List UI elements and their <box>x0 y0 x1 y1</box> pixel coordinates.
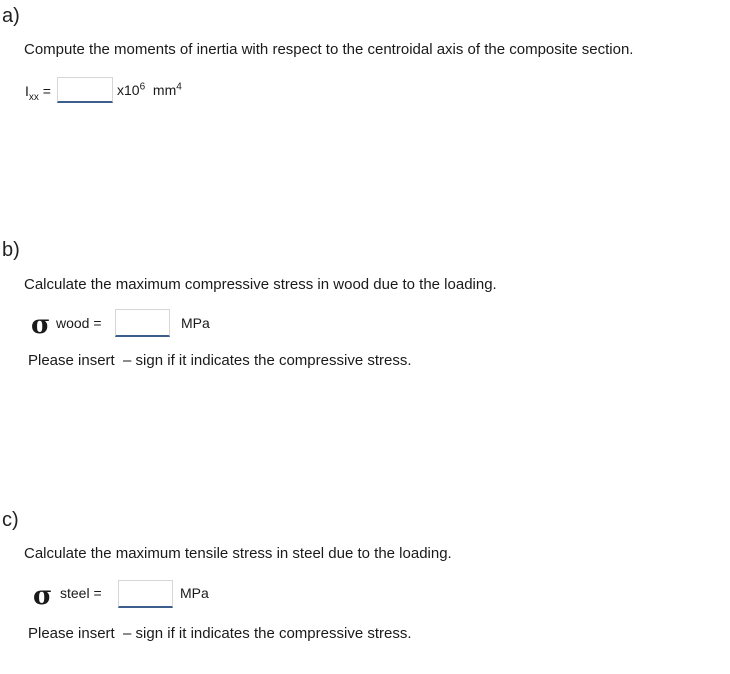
wood-unit: MPa <box>181 315 210 331</box>
ixx-unit-base: x10 <box>117 82 140 98</box>
wood-var-label: wood = <box>56 315 102 331</box>
sigma-wood-symbol: σ <box>31 310 51 340</box>
part-c-label: c) <box>2 509 19 531</box>
part-a-label: a) <box>2 5 20 27</box>
sigma-steel-symbol: σ <box>33 581 53 611</box>
ixx-unit-mm: mm <box>152 82 177 98</box>
ixx-subscript: xx <box>28 91 39 103</box>
ixx-main: I <box>25 83 29 99</box>
steel-stress-input[interactable] <box>118 580 173 608</box>
part-a-question: Compute the moments of inertia with respect to the centroidal axis of the composite section. <box>24 41 634 58</box>
part-c-question: Calculate the maximum tensile stress in steel due to the loading. <box>24 545 452 562</box>
ixx-label <box>25 83 51 106</box>
ixx-unit-exponent2: 4 <box>176 81 182 93</box>
ixx-unit <box>117 82 182 98</box>
steel-var-label: steel = <box>60 585 102 601</box>
part-b-note: Please insert – sign if it indicates the compressive stress. <box>28 352 412 369</box>
ixx-equals: = <box>42 83 51 99</box>
part-c-note: Please insert – sign if it indicates the compressive stress. <box>28 625 412 642</box>
ixx-input[interactable] <box>57 77 113 103</box>
ixx-unit-exponent: 6 <box>139 81 146 93</box>
part-b-question: Calculate the maximum compressive stress in wood due to the loading. <box>24 276 497 293</box>
part-b-label: b) <box>2 239 20 261</box>
wood-stress-input[interactable] <box>115 309 170 337</box>
steel-unit: MPa <box>180 585 209 601</box>
